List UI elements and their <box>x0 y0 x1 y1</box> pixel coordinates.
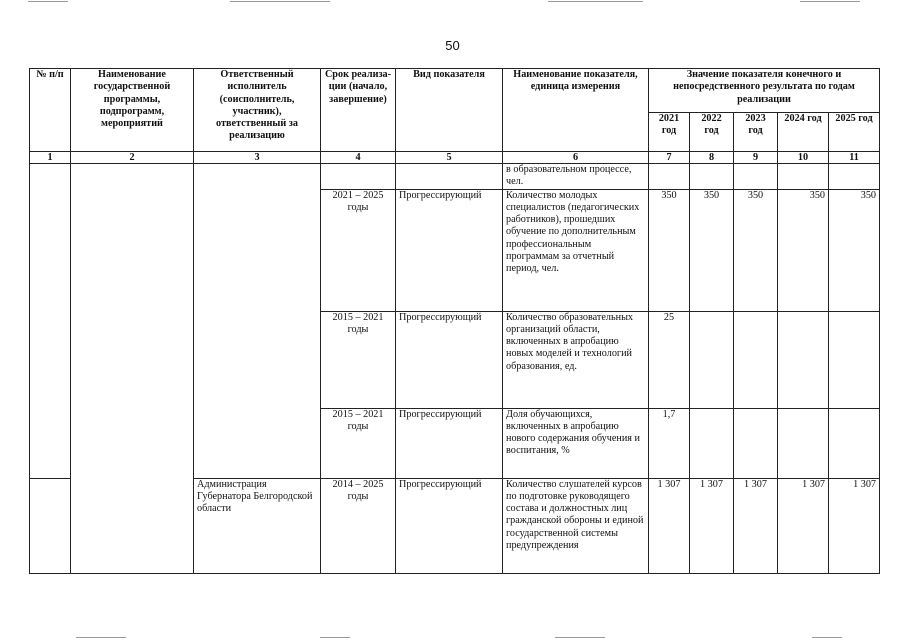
column-number: 11 <box>829 152 880 164</box>
cell-value-2021: 25 <box>649 311 690 408</box>
scan-edge-line <box>800 1 860 2</box>
cell-no <box>30 478 71 573</box>
cell-value-2022: 350 <box>690 189 734 311</box>
cell-value-2021: 1 307 <box>649 478 690 573</box>
header-col-no: № п/п <box>30 69 71 152</box>
cell-value-2025 <box>829 164 880 190</box>
cell-period: 2021 – 2025 годы <box>321 189 396 311</box>
cell-period <box>321 164 396 190</box>
cell-indicator-name: Количество молодых специалистов (педагогических работников), прошедших обучение по дополнительным профессиональным программам за отчетный период, чел. <box>503 189 649 311</box>
cell-value-2022 <box>690 164 734 190</box>
cell-value-2023: 350 <box>734 189 778 311</box>
header-year-2021: 2021 год <box>649 113 690 152</box>
indicator-table <box>29 68 880 574</box>
column-number: 7 <box>649 152 690 164</box>
header-year-2023: 2023 год <box>734 113 778 152</box>
scan-edge-line <box>812 637 842 638</box>
cell-indicator-type: Прогрессирующий <box>396 311 503 408</box>
column-number: 3 <box>194 152 321 164</box>
cell-indicator-name: Доля обучающихся, включенных в апробацию нового содержания обучения и воспитания, % <box>503 408 649 478</box>
cell-value-2023 <box>734 408 778 478</box>
cell-program-name <box>71 164 194 574</box>
header-col-period: Срок реализа- ции (начало, завершение) <box>321 69 396 152</box>
header-col-responsible: Ответственный исполнитель (соисполнитель, участник), ответственный за реализацию <box>194 69 321 152</box>
cell-period: 2014 – 2025 годы <box>321 478 396 573</box>
cell-value-2021 <box>649 164 690 190</box>
cell-period: 2015 – 2021 годы <box>321 311 396 408</box>
cell-value-2025: 1 307 <box>829 478 880 573</box>
cell-indicator-type: Прогрессирующий <box>396 478 503 573</box>
cell-value-2023 <box>734 311 778 408</box>
header-col-indicator: Наименование показателя, единица измерения <box>503 69 649 152</box>
scan-edge-line <box>555 637 605 638</box>
header-year-2024: 2024 год <box>778 113 829 152</box>
cell-indicator-name: Количество слушателей курсов по подготовке руководящего состава и должностных лиц гражданской обороны и единой государственной системы предупреждения <box>503 478 649 573</box>
cell-value-2025 <box>829 311 880 408</box>
cell-value-2023: 1 307 <box>734 478 778 573</box>
scan-edge-line <box>230 1 330 2</box>
cell-responsible: Администрация Губернатора Белгородской области <box>194 478 321 573</box>
header-col-name: Наименование государственной программы, подпрограмм, мероприятий <box>71 69 194 152</box>
cell-indicator-name: в образовательном процессе, чел. <box>503 164 649 190</box>
cell-value-2024 <box>778 408 829 478</box>
header-col-type: Вид показателя <box>396 69 503 152</box>
cell-value-2024 <box>778 311 829 408</box>
column-number: 6 <box>503 152 649 164</box>
column-number: 9 <box>734 152 778 164</box>
cell-value-2021: 350 <box>649 189 690 311</box>
cell-value-2022 <box>690 311 734 408</box>
scan-edge-line <box>76 637 126 638</box>
header-year-2022: 2022 год <box>690 113 734 152</box>
scan-edge-line <box>548 1 643 2</box>
cell-no <box>30 164 71 479</box>
cell-value-2024: 1 307 <box>778 478 829 573</box>
column-number: 2 <box>71 152 194 164</box>
column-number: 10 <box>778 152 829 164</box>
cell-value-2025: 350 <box>829 189 880 311</box>
scan-edge-line <box>320 637 350 638</box>
cell-responsible <box>194 164 321 479</box>
cell-value-2025 <box>829 408 880 478</box>
cell-value-2024 <box>778 164 829 190</box>
header-year-2025: 2025 год <box>829 113 880 152</box>
cell-value-2022 <box>690 408 734 478</box>
column-number: 5 <box>396 152 503 164</box>
cell-value-2024: 350 <box>778 189 829 311</box>
column-number: 8 <box>690 152 734 164</box>
page-number: 50 <box>445 38 460 53</box>
cell-indicator-name: Количество образовательных организаций области, включенных в апробацию новых моделей и технологий образования, ед. <box>503 311 649 408</box>
cell-indicator-type: Прогрессирующий <box>396 408 503 478</box>
cell-period: 2015 – 2021 годы <box>321 408 396 478</box>
cell-value-2021: 1,7 <box>649 408 690 478</box>
column-number: 1 <box>30 152 71 164</box>
cell-indicator-type <box>396 164 503 190</box>
cell-value-2022: 1 307 <box>690 478 734 573</box>
table-row <box>30 164 880 190</box>
cell-value-2023 <box>734 164 778 190</box>
scan-edge-line <box>28 1 68 2</box>
column-number: 4 <box>321 152 396 164</box>
header-col-values: Значение показателя конечного и непосредственного результата по годам реализации <box>649 69 880 113</box>
cell-indicator-type: Прогрессирующий <box>396 189 503 311</box>
